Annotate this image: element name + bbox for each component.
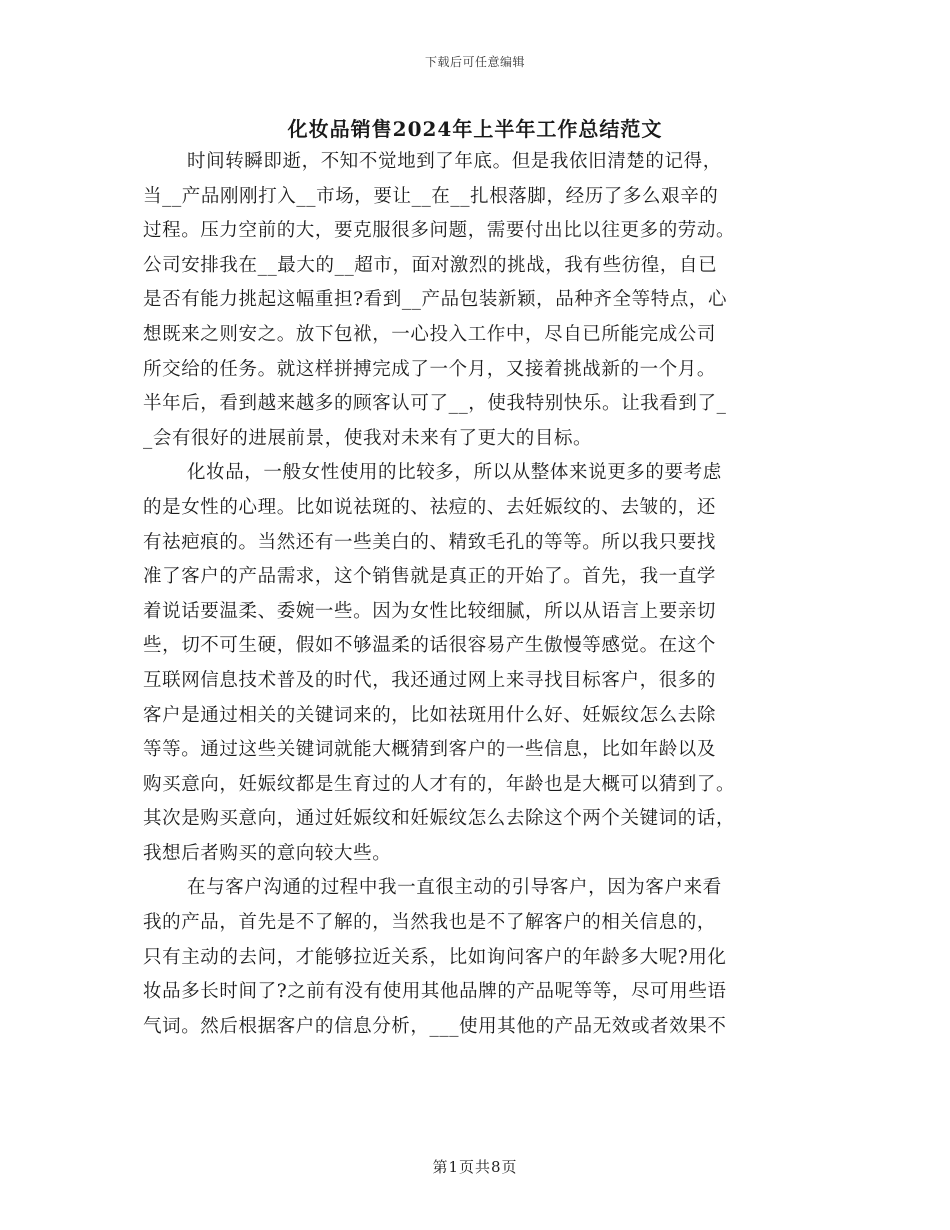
body-line: 着说话要温柔、委婉一些。因为女性比较细腻，所以从语言上要亲切 [143,600,717,622]
body-line: 所交给的任务。就这样拼搏完成了一个月，又接着挑战新的一个月。 [143,358,717,380]
download-note: 下载后可任意编辑 [424,55,525,69]
document-body [143,145,807,1044]
document-title: 化妆品销售2024年上半年工作总结范文 [287,117,663,141]
body-line: 等等。通过这些关键词就能大概猜到客户的一些信息，比如年龄以及 [143,739,717,761]
body-line: 有祛疤痕的。当然还有一些美白的、精致毛孔的等等。所以我只要找 [143,531,717,553]
body-line: 购买意向，妊娠纹都是生育过的人才有的，年龄也是大概可以猜到了。 [143,773,736,795]
body-line: 些，切不可生硬，假如不够温柔的话很容易产生傲慢等感觉。在这个 [143,635,717,657]
body-line: 公司安排我在__最大的__超市，面对激烈的挑战，我有些彷徨，自已 [143,254,718,276]
body-line: 在与客户沟通的过程中我一直很主动的引导客户，因为客户来看 [187,877,722,899]
body-line: 的是女性的心理。比如说祛斑的、祛痘的、去妊娠纹的、去皱的，还 [143,496,717,518]
body-line: 是否有能力挑起这幅重担?看到__产品包装新颖，品种齐全等特点，心 [143,289,728,311]
body-line: 过程。压力空前的大，要克服很多问题，需要付出比以往更多的劳动。 [143,220,736,242]
body-line: 其次是购买意向，通过妊娠纹和妊娠纹怎么去除这个两个关键词的话， [143,808,736,830]
body-line: 我的产品，首先是不了解的，当然我也是不了解客户的相关信息的， [143,912,717,934]
body-line: _会有很好的进展前景，使我对未来有了更大的目标。 [143,427,593,449]
body-line: 妆品多长时间了?之前有没有使用其他品牌的产品呢等等，尽可用些语 [143,981,727,1003]
body-line: 化妆品，一般女性使用的比较多，所以从整体来说更多的要考虑 [187,462,722,484]
body-line: 准了客户的产品需求，这个销售就是真正的开始了。首先，我一直学 [143,566,717,588]
body-line: 当__产品刚刚打入__市场，要让__在__扎根落脚，经历了多么艰辛的 [143,185,719,207]
body-line: 时间转瞬即逝，不知不觉地到了年底。但是我依旧清楚的记得， [187,151,722,172]
page-number: 第1页共8页 [432,1158,518,1176]
body-line: 气词。然后根据客户的信息分析，___使用其他的产品无效或者效果不 [143,1015,727,1037]
body-line: 互联网信息技术普及的时代，我还通过网上来寻找目标客户，很多的 [143,669,717,691]
body-line: 想既来之则安之。放下包袱，一心投入工作中，尽自已所能完成公司 [143,323,717,345]
body-line: 只有主动的去问，才能够拉近关系，比如询问客户的年龄多大呢?用化 [143,946,727,968]
body-line: 客户是通过相关的关键词来的，比如祛斑用什么好、妊娠纹怎么去除 [143,704,717,726]
body-line: 我想后者购买的意向较大些。 [143,842,392,864]
body-line: 半年后，看到越来越多的顾客认可了__，使我特别快乐。让我看到了_ [143,393,727,415]
